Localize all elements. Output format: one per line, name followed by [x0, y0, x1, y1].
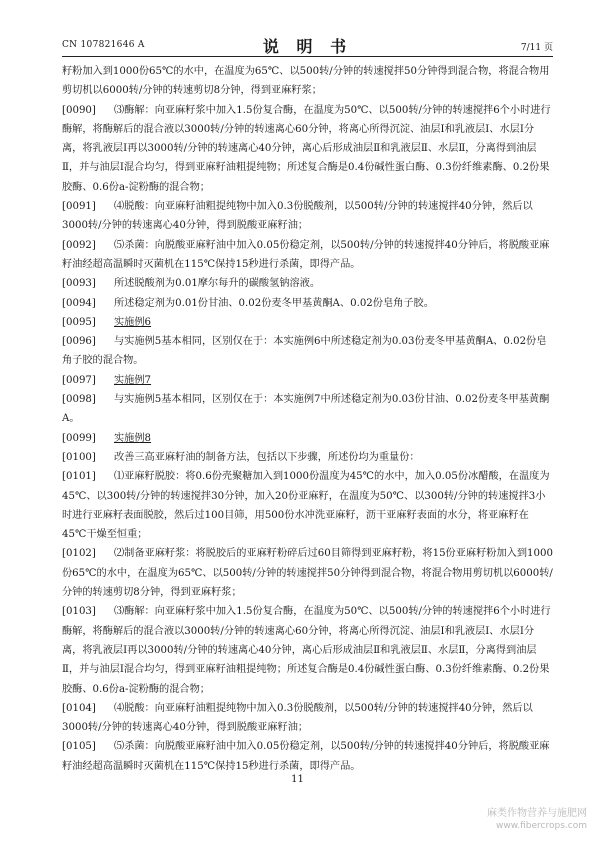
paragraph-text: 与实施例5基本相同，区别仅在于：本实施例7中所述稳定剂为0.03份甘油、0.02份麦冬甲基黄酮A。	[62, 394, 550, 425]
paragraph-number: [0105]	[62, 741, 96, 753]
paragraph	[62, 294, 553, 313]
paragraph-text: ⑷脱酸：向亚麻籽油粗提纯物中加入0.3份脱酸剂，以500转/分钟的转速搅拌40分钟，然后以3000转/分钟的转速离心40分钟，得到脱酸亚麻籽油；	[62, 201, 533, 232]
paragraph-number: [0091]	[62, 201, 96, 213]
paragraph	[62, 313, 553, 332]
document-body	[62, 62, 553, 776]
paragraph-text: 与实施例5基本相同，区别仅在于：本实施例6中所述稳定剂为0.03份麦冬甲基黄酮A、0.02份皂角子胶的混合物。	[62, 336, 547, 367]
paragraph-text: 改善三高亚麻籽油的制备方法，包括以下步骤，所述份均为重量份：	[114, 451, 420, 463]
page-header	[62, 34, 553, 57]
paragraph-text: 所述稳定剂为0.01份甘油、0.02份麦冬甲基黄酮A、0.02份皂角子胶。	[114, 297, 434, 309]
watermark-url: www.fibercrops.com	[496, 821, 587, 831]
paragraph-text: ⑶酶解：向亚麻籽浆中加入1.5份复合酶，在温度为50℃、以500转/分钟的转速搅拌6个小时进行酶解，将酶解后的混合液以3000转/分钟的转速离心60分钟，将离心所得沉淀、油层Ⅰ和乳液层Ⅰ、水层Ⅰ分离，将乳液层Ⅰ再以3000转/分钟的转速离心40分钟，离心后形成油层Ⅱ和乳液层Ⅱ、水层Ⅱ，分离得到油层Ⅱ，并与油层Ⅰ混合均匀，得到亚麻籽油粗提纯物；所述复合酶是0.4份碱性蛋白酶、0.3份纤维素酶、0.2份果胶酶、0.6份a-淀粉酶的混合物；	[62, 606, 551, 695]
page-number: 11	[291, 774, 304, 785]
watermark-site-name: 麻类作物营养与施肥网	[487, 808, 587, 819]
paragraph-number: [0097]	[62, 374, 96, 386]
document-title: 说 明 书	[262, 37, 353, 56]
paragraph-number: [0100]	[62, 451, 96, 463]
paragraph	[62, 467, 553, 544]
paragraph-text: 籽粉加入到1000份65℃的水中，在温度为65℃、以500转/分钟的转速搅拌50分钟得到混合物，将混合物用剪切机以6000转/分钟的转速剪切8分钟，得到亚麻籽浆；	[62, 66, 550, 97]
paragraph-number: [0102]	[62, 548, 96, 560]
paragraph	[62, 371, 553, 390]
paragraph-text: ⑸杀菌：向脱酸亚麻籽油中加入0.05份稳定剂，以500转/分钟的转速搅拌40分钟后，将脱酸亚麻籽油经超高温瞬时灭菌机在115℃保持15秒进行杀菌，即得产品。	[62, 239, 550, 270]
page-indicator: 7/11 页	[520, 43, 553, 53]
paragraph-number: [0099]	[62, 432, 96, 444]
paragraph-number: [0092]	[62, 239, 96, 251]
paragraph	[62, 62, 553, 101]
paragraph	[62, 274, 553, 293]
paragraph-number: [0095]	[62, 316, 96, 328]
paragraph-number: [0090]	[62, 104, 96, 116]
paragraph-text: ⑷脱酸：向亚麻籽油粗提纯物中加入0.3份脱酸剂，以500转/分钟的转速搅拌40分钟，然后以3000转/分钟的转速离心40分钟，得到脱酸亚麻籽油；	[62, 702, 533, 734]
example-heading: 实施例7	[114, 374, 152, 386]
paragraph	[62, 197, 553, 236]
paragraph-number: [0103]	[62, 606, 96, 618]
paragraph-text: ⑶酶解：向亚麻籽浆中加入1.5份复合酶，在温度为50℃、以500转/分钟的转速搅拌6个小时进行酶解，将酶解后的混合液以3000转/分钟的转速离心60分钟，将离心所得沉淀、油层Ⅰ和乳液层Ⅰ、水层Ⅰ分离，将乳液层Ⅰ再以3000转/分钟的转速离心40分钟，离心后形成油层Ⅱ和乳液层Ⅱ、水层Ⅱ，分离得到油层Ⅱ，并与油层Ⅰ混合均匀，得到亚麻籽油粗提纯物；所述复合酶是0.4份碱性蛋白酶、0.3份纤维素酶、0.2份果胶酶、0.6份a-淀粉酶的混合物；	[62, 104, 551, 193]
paragraph	[62, 236, 553, 275]
paragraph	[62, 101, 553, 197]
paragraph	[62, 332, 553, 371]
paragraph	[62, 448, 553, 467]
paragraph-text: ⑴亚麻籽脱胶：将0.6份壳聚糖加入到1000份温度为45℃的水中，加入0.05份冰醋酸，在温度为45℃、以300转/分钟的转速搅拌30分钟，加入20份亚麻籽，在温度为50℃、以300转/分钟的转速搅拌3小时进行亚麻籽表面脱胶，然后过100目筛，用500份水冲洗亚麻籽，沥干亚麻籽表面的水分，将亚麻籽在45℃干燥至恒重；	[62, 471, 550, 541]
paragraph-number: [0104]	[62, 702, 96, 714]
paragraph	[62, 429, 553, 448]
paragraph	[62, 737, 553, 776]
paragraph-number: [0093]	[62, 278, 96, 290]
example-heading: 实施例8	[114, 432, 152, 444]
paragraph-text: ⑵制备亚麻籽浆：将脱胶后的亚麻籽粉碎后过60目筛得到亚麻籽粉，将15份亚麻籽粉加入到1000份65℃的水中，在温度为65℃、以500转/分钟的转速搅拌50分钟得到混合物，将混合物用剪切机以6000转/分钟的转速剪切8分钟，得到亚麻籽浆；	[62, 548, 553, 599]
paragraph-number: [0096]	[62, 336, 96, 348]
paragraph-number: [0101]	[62, 471, 96, 483]
paragraph	[62, 699, 553, 738]
paragraph	[62, 390, 553, 429]
paragraph-number: [0098]	[62, 394, 96, 406]
paragraph	[62, 602, 553, 698]
watermark	[487, 808, 587, 832]
paragraph-number: [0094]	[62, 297, 96, 309]
example-heading: 实施例6	[114, 316, 152, 328]
paragraph	[62, 544, 553, 602]
paragraph-text: 所述脱酸剂为0.01摩尔每升的碳酸氢钠溶液。	[114, 278, 321, 290]
patent-number: CN 107821646 A	[62, 40, 145, 50]
paragraph-text: ⑸杀菌：向脱酸亚麻籽油中加入0.05份稳定剂，以500转/分钟的转速搅拌40分钟后，将脱酸亚麻籽油经超高温瞬时灭菌机在115℃保持15秒进行杀菌，即得产品。	[62, 741, 550, 772]
